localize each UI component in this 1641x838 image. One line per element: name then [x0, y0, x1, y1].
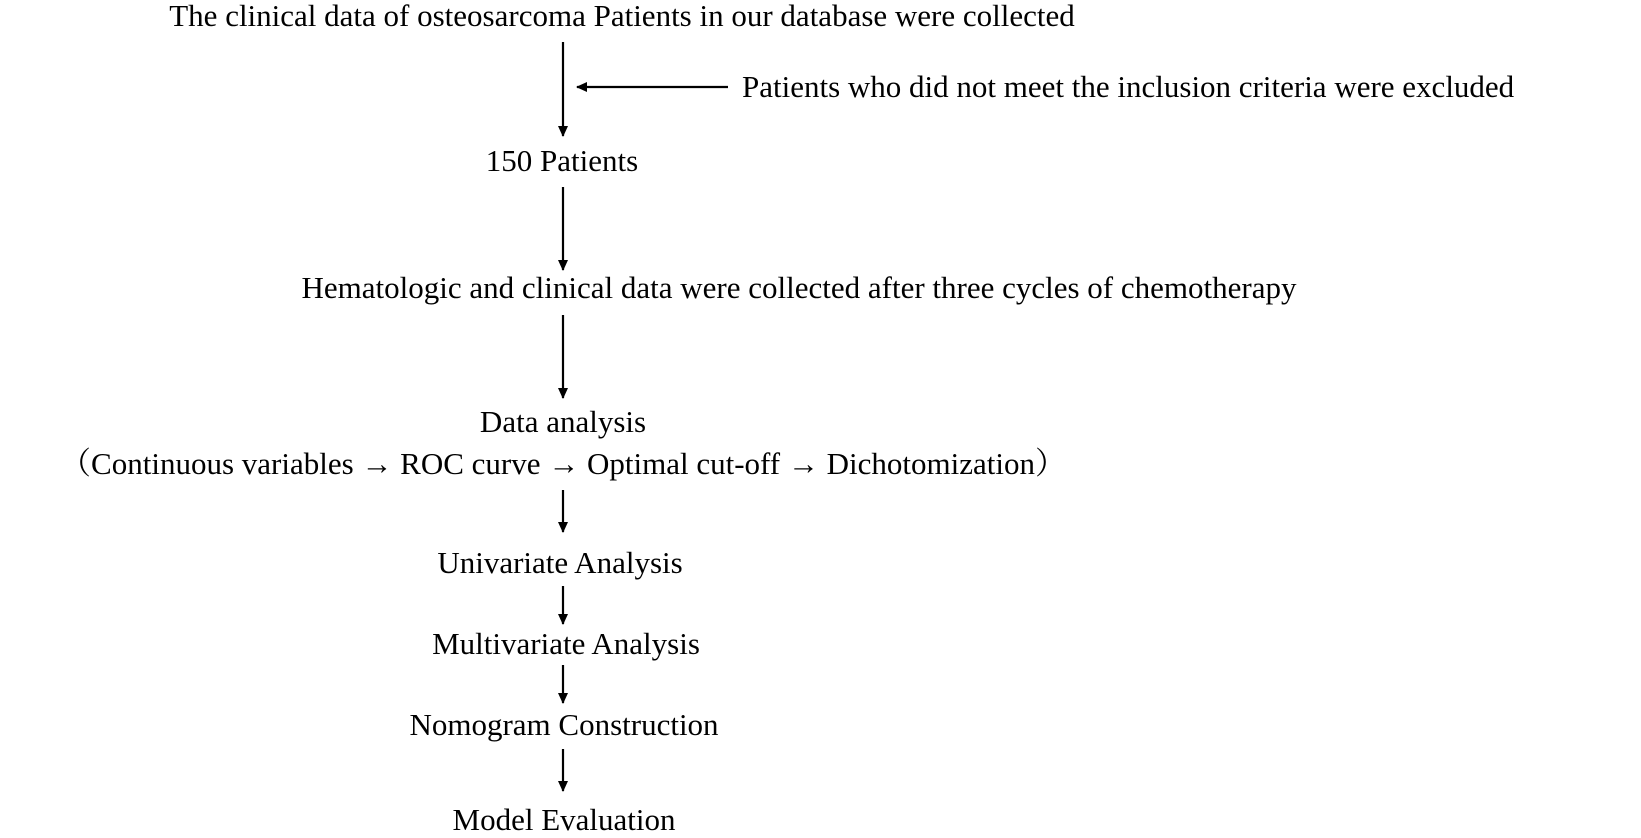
step-patient-count: 150 Patients	[485, 143, 639, 178]
step-nomogram-construction: Nomogram Construction	[409, 707, 719, 742]
step-model-evaluation: Model Evaluation	[452, 802, 676, 837]
step-multivariate-analysis: Multivariate Analysis	[432, 626, 700, 661]
step-data-collected: The clinical data of osteosarcoma Patients in our database were collected	[169, 0, 1075, 33]
step-univariate-analysis: Univariate Analysis	[437, 545, 683, 580]
exclusion-note: Patients who did not meet the inclusion criteria were excluded	[742, 69, 1515, 104]
step-data-analysis-detail: （Continuous variables → ROC curve → Optimal cut-off → Dichotomization）	[60, 446, 1066, 481]
step-data-analysis: Data analysis	[479, 404, 647, 439]
step-hematologic-data: Hematologic and clinical data were collected after three cycles of chemotherapy	[301, 270, 1297, 305]
